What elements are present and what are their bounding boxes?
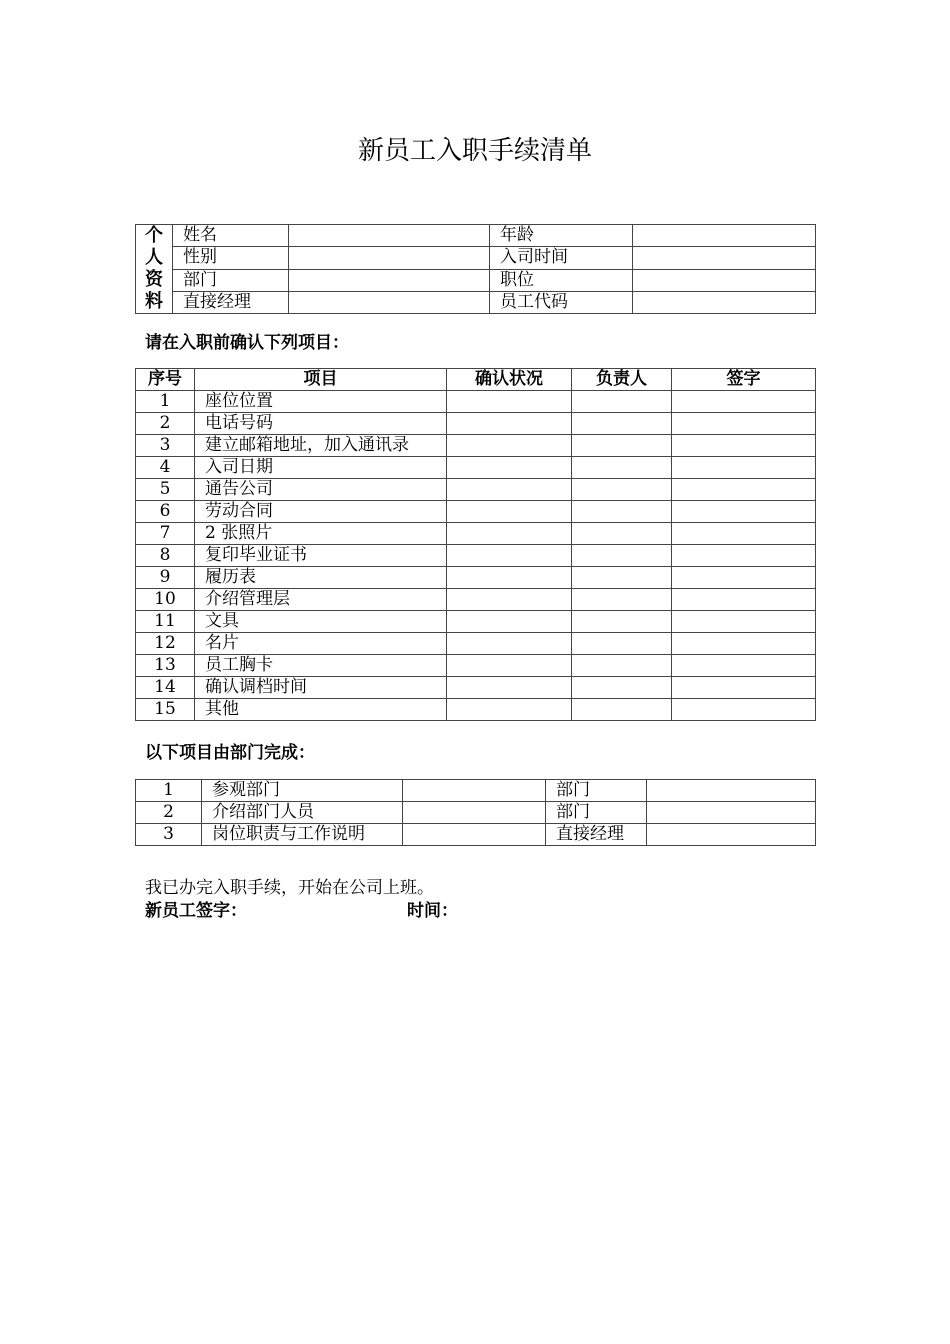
dept-heading: 以下项目由部门完成：	[145, 743, 315, 763]
signature-cell[interactable]	[672, 699, 816, 721]
row-number: 14	[136, 677, 195, 699]
owner-cell[interactable]	[572, 501, 672, 523]
row-number: 9	[136, 567, 195, 589]
checklist-item-label: 确认调档时间	[195, 677, 447, 699]
dept-item-label: 岗位职责与工作说明	[202, 824, 403, 846]
personal-info-row	[136, 269, 816, 291]
row-number: 4	[136, 457, 195, 479]
status-cell[interactable]	[447, 589, 572, 611]
personal-info-table	[135, 224, 816, 314]
signature-cell[interactable]	[672, 633, 816, 655]
owner-cell[interactable]	[572, 567, 672, 589]
row-number: 6	[136, 501, 195, 523]
signature-cell[interactable]	[672, 611, 816, 633]
signature-cell[interactable]	[672, 655, 816, 677]
status-cell[interactable]	[447, 413, 572, 435]
owner-cell[interactable]	[572, 655, 672, 677]
row-number: 11	[136, 611, 195, 633]
table-row	[136, 523, 816, 545]
dept-item-label: 参观部门	[202, 780, 403, 802]
field-label: 部门	[173, 269, 289, 291]
status-cell[interactable]	[447, 501, 572, 523]
status-cell[interactable]	[447, 435, 572, 457]
owner-cell[interactable]	[572, 545, 672, 567]
checklist-item-label: 电话号码	[195, 413, 447, 435]
checklist-item-label: 2 张照片	[195, 523, 447, 545]
time-label: 时间：	[407, 901, 458, 921]
table-row	[136, 824, 816, 846]
owner-cell[interactable]	[572, 479, 672, 501]
table-row	[136, 699, 816, 721]
owner-cell[interactable]	[572, 435, 672, 457]
status-cell[interactable]	[447, 699, 572, 721]
checklist-item-label: 介绍管理层	[195, 589, 447, 611]
field-value-input[interactable]	[289, 225, 490, 247]
signature-cell[interactable]	[672, 435, 816, 457]
field-label: 姓名	[173, 225, 289, 247]
signature-cell[interactable]	[672, 567, 816, 589]
owner-cell[interactable]	[572, 413, 672, 435]
signature-cell[interactable]	[672, 479, 816, 501]
header-status: 确认状况	[447, 369, 572, 391]
status-cell[interactable]	[447, 523, 572, 545]
personal-info-row	[136, 247, 816, 269]
table-row	[136, 457, 816, 479]
table-row	[136, 611, 816, 633]
checklist-item-label: 履历表	[195, 567, 447, 589]
field-value-input[interactable]	[289, 269, 490, 291]
field-value-input[interactable]	[289, 291, 490, 313]
personal-info-row	[136, 291, 816, 313]
signature-cell[interactable]	[672, 501, 816, 523]
dept-owner-value[interactable]	[647, 802, 816, 824]
signature-cell[interactable]	[672, 589, 816, 611]
table-row	[136, 545, 816, 567]
status-cell[interactable]	[447, 457, 572, 479]
field-label: 职位	[490, 269, 633, 291]
field-value-input[interactable]	[289, 247, 490, 269]
status-cell[interactable]	[447, 611, 572, 633]
row-number: 1	[136, 780, 202, 802]
table-row	[136, 413, 816, 435]
checklist-item-label: 文具	[195, 611, 447, 633]
table-row	[136, 479, 816, 501]
dept-item-label: 介绍部门人员	[202, 802, 403, 824]
completion-statement: 我已办完入职手续，开始在公司上班。	[145, 878, 434, 898]
owner-cell[interactable]	[572, 589, 672, 611]
header-signature: 签字	[672, 369, 816, 391]
side-label-char: 人	[145, 247, 163, 268]
table-row	[136, 589, 816, 611]
status-cell[interactable]	[447, 391, 572, 413]
dept-item-value[interactable]	[403, 802, 546, 824]
page-title: 新员工入职手续清单	[357, 136, 592, 166]
checklist-header-row	[136, 369, 816, 391]
department-tasks-table	[135, 779, 816, 846]
side-label-char: 个	[145, 225, 163, 246]
field-value-input[interactable]	[633, 225, 816, 247]
row-number: 8	[136, 545, 195, 567]
table-row	[136, 435, 816, 457]
checklist-item-label: 其他	[195, 699, 447, 721]
row-number: 12	[136, 633, 195, 655]
confirm-heading: 请在入职前确认下列项目：	[145, 333, 349, 353]
signature-cell[interactable]	[672, 391, 816, 413]
dept-owner-label: 部门	[546, 780, 647, 802]
signature-cell[interactable]	[672, 457, 816, 479]
row-number: 1	[136, 391, 195, 413]
checklist-item-label: 入司日期	[195, 457, 447, 479]
owner-cell[interactable]	[572, 523, 672, 545]
row-number: 7	[136, 523, 195, 545]
field-value-input[interactable]	[633, 291, 816, 313]
header-owner: 负责人	[572, 369, 672, 391]
signature-cell[interactable]	[672, 523, 816, 545]
table-row	[136, 802, 816, 824]
row-number: 5	[136, 479, 195, 501]
row-number: 15	[136, 699, 195, 721]
side-label-char: 料	[145, 291, 163, 312]
checklist-item-label: 员工胸卡	[195, 655, 447, 677]
row-number: 2	[136, 413, 195, 435]
owner-cell[interactable]	[572, 633, 672, 655]
header-item: 项目	[195, 369, 447, 391]
field-label: 性别	[173, 247, 289, 269]
owner-cell[interactable]	[572, 611, 672, 633]
field-label: 年龄	[490, 225, 633, 247]
signature-cell[interactable]	[672, 545, 816, 567]
row-number: 13	[136, 655, 195, 677]
side-label-char: 资	[145, 269, 163, 290]
row-number: 2	[136, 802, 202, 824]
row-number: 3	[136, 435, 195, 457]
personal-info-row	[136, 225, 816, 247]
dept-owner-label: 部门	[546, 802, 647, 824]
checklist-item-label: 建立邮箱地址，加入通讯录	[195, 435, 447, 457]
checklist-item-label: 座位位置	[195, 391, 447, 413]
field-label: 入司时间	[490, 247, 633, 269]
signature-cell[interactable]	[672, 677, 816, 699]
dept-item-value[interactable]	[403, 780, 546, 802]
personal-info-side-label	[136, 225, 173, 314]
checklist-item-label: 通告公司	[195, 479, 447, 501]
table-row	[136, 567, 816, 589]
table-row	[136, 633, 816, 655]
owner-cell[interactable]	[572, 699, 672, 721]
owner-cell[interactable]	[572, 457, 672, 479]
row-number: 10	[136, 589, 195, 611]
status-cell[interactable]	[447, 567, 572, 589]
table-row	[136, 655, 816, 677]
dept-item-value[interactable]	[403, 824, 546, 846]
field-label: 员工代码	[490, 291, 633, 313]
checklist-item-label: 复印毕业证书	[195, 545, 447, 567]
field-value-input[interactable]	[633, 247, 816, 269]
table-row	[136, 391, 816, 413]
status-cell[interactable]	[447, 655, 572, 677]
dept-owner-label: 直接经理	[546, 824, 647, 846]
field-label: 直接经理	[173, 291, 289, 313]
checklist-item-label: 劳动合同	[195, 501, 447, 523]
dept-owner-value[interactable]	[647, 824, 816, 846]
signature-cell[interactable]	[672, 413, 816, 435]
field-value-input[interactable]	[633, 269, 816, 291]
status-cell[interactable]	[447, 545, 572, 567]
owner-cell[interactable]	[572, 391, 672, 413]
status-cell[interactable]	[447, 633, 572, 655]
status-cell[interactable]	[447, 677, 572, 699]
row-number: 3	[136, 824, 202, 846]
table-row	[136, 780, 816, 802]
owner-cell[interactable]	[572, 677, 672, 699]
onboarding-checklist-table	[135, 368, 816, 721]
status-cell[interactable]	[447, 479, 572, 501]
header-no: 序号	[136, 369, 195, 391]
table-row	[136, 501, 816, 523]
signature-label: 新员工签字：	[145, 901, 247, 921]
checklist-item-label: 名片	[195, 633, 447, 655]
dept-owner-value[interactable]	[647, 780, 816, 802]
table-row	[136, 677, 816, 699]
